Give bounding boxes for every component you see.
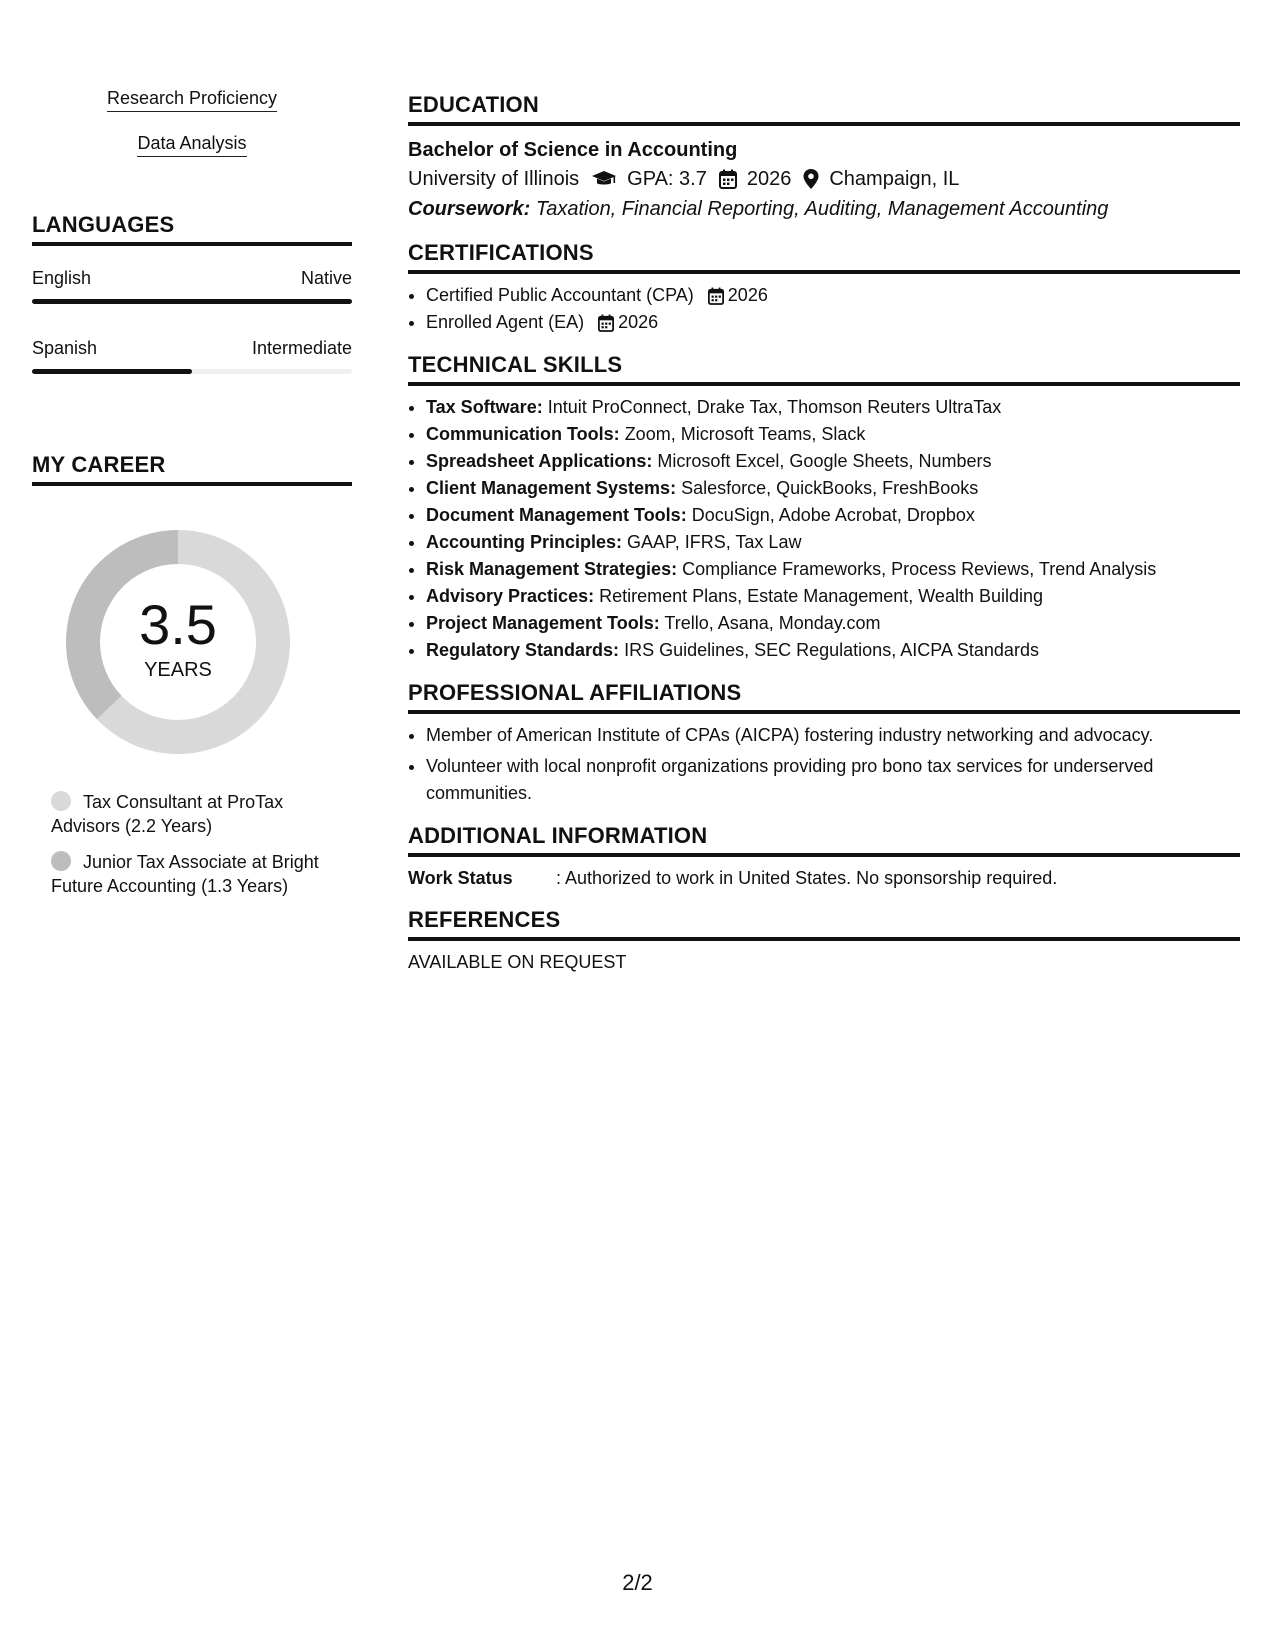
references-heading: REFERENCES	[408, 907, 1240, 941]
work-status-label: Work Status	[408, 868, 513, 888]
list-item: • Volunteer with local nonprofit organizations providing pro bono tax services for underserved communities.	[426, 753, 1240, 807]
certification-name: • Certified Public Accountant (CPA)	[426, 285, 694, 305]
technical-skills-section	[408, 352, 1240, 664]
skill-values: Retirement Plans, Estate Management, Wealth Building	[599, 586, 1044, 606]
career-legend-item	[51, 850, 321, 898]
skill-tag	[32, 88, 352, 112]
affiliations-heading: PROFESSIONAL AFFILIATIONS	[408, 680, 1240, 714]
additional-info-heading: ADDITIONAL INFORMATION	[408, 823, 1240, 857]
work-status-row	[408, 865, 1240, 891]
career-legend	[51, 790, 321, 910]
education-meta	[408, 164, 1240, 194]
list-item	[426, 583, 1240, 610]
language-level: Native	[300, 268, 352, 288]
skill-category: Tax Software:	[426, 397, 543, 417]
certifications-heading: CERTIFICATIONS	[408, 240, 1240, 274]
certification-year: 2026	[618, 312, 659, 332]
languages-heading: LANGUAGES	[32, 212, 352, 246]
skill-values: DocuSign, Adobe Acrobat, Dropbox	[691, 505, 975, 525]
list-item: • Member of American Institute of CPAs (AICPA) fostering industry networking and advocacy.	[426, 722, 1240, 749]
career-heading: MY CAREER	[32, 452, 352, 486]
skill-category: Project Management Tools:	[426, 613, 660, 633]
list-item	[426, 421, 1240, 448]
page-number: 2/2	[622, 1570, 653, 1595]
list-item	[426, 394, 1240, 421]
career-legend-item	[51, 790, 321, 838]
language-bar	[32, 369, 352, 374]
legend-dot-icon	[51, 851, 71, 871]
certification-name: • Enrolled Agent (EA)	[426, 312, 585, 332]
affiliations-list	[408, 722, 1240, 807]
coursework-list: Taxation, Financial Reporting, Auditing, Management Accounting	[535, 198, 1109, 220]
references-text: AVAILABLE ON REQUEST	[408, 952, 627, 972]
language-name: English	[32, 268, 92, 288]
career-total-years: 3.5	[139, 592, 217, 656]
skill-values: IRS Guidelines, SEC Regulations, AICPA Standards	[624, 640, 1039, 660]
skill-tag-label: Data Analysis	[137, 133, 246, 157]
career-item-text: Junior Tax Associate at Bright Future Accounting (1.3 Years)	[51, 852, 319, 896]
skill-category: Communication Tools:	[426, 424, 620, 444]
list-item	[426, 529, 1240, 556]
list-item	[426, 309, 1240, 336]
language-bar-fill	[32, 299, 352, 304]
skill-values: Microsoft Excel, Google Sheets, Numbers	[657, 451, 992, 471]
calendar-icon	[708, 287, 724, 305]
degree-title: Bachelor of Science in Accounting	[408, 139, 738, 161]
skill-category: Advisory Practices:	[426, 586, 595, 606]
skill-category: Spreadsheet Applications:	[426, 451, 653, 471]
school-name: University of Illinois	[408, 168, 580, 190]
location-pin-icon	[803, 169, 819, 189]
skill-values: Trello, Asana, Monday.com	[664, 613, 881, 633]
skill-tag-label: Research Proficiency	[107, 88, 277, 112]
right-column	[408, 92, 1240, 991]
skill-values: Zoom, Microsoft Teams, Slack	[624, 424, 866, 444]
list-item	[426, 502, 1240, 529]
education-section	[408, 92, 1240, 224]
school-location: Champaign, IL	[829, 168, 960, 190]
references-section	[408, 907, 1240, 975]
certifications-list	[408, 282, 1240, 336]
affiliations-section	[408, 680, 1240, 807]
skill-category: Client Management Systems:	[426, 478, 677, 498]
career-item-text: Tax Consultant at ProTax Advisors (2.2 Years)	[51, 792, 284, 836]
career-years-label: YEARS	[144, 658, 212, 681]
list-item	[426, 475, 1240, 502]
skill-category: Risk Management Strategies:	[426, 559, 678, 579]
language-level: Intermediate	[251, 338, 352, 358]
language-bar	[32, 299, 352, 304]
language-name: Spanish	[32, 338, 98, 358]
technical-skills-list	[408, 394, 1240, 664]
language-row	[32, 268, 352, 304]
skill-category: Regulatory Standards:	[426, 640, 620, 660]
language-row	[32, 338, 352, 374]
education-heading: EDUCATION	[408, 92, 1240, 126]
coursework-label: Coursework:	[408, 198, 531, 220]
list-item	[426, 448, 1240, 475]
list-item	[426, 556, 1240, 583]
technical-skills-heading: TECHNICAL SKILLS	[408, 352, 1240, 386]
list-item	[426, 610, 1240, 637]
certification-year: 2026	[727, 285, 768, 305]
skill-values: GAAP, IFRS, Tax Law	[627, 532, 802, 552]
skill-category: Document Management Tools:	[426, 505, 687, 525]
calendar-icon	[598, 314, 614, 332]
additional-info-section	[408, 823, 1240, 891]
list-item	[426, 637, 1240, 664]
graduation-year: 2026	[746, 168, 792, 190]
legend-dot-icon	[51, 791, 71, 811]
graduation-cap-icon	[591, 170, 617, 188]
skill-category: Accounting Principles:	[426, 532, 623, 552]
certifications-section	[408, 240, 1240, 336]
calendar-icon	[719, 169, 737, 189]
coursework	[408, 194, 1240, 224]
gpa: GPA: 3.7	[627, 168, 707, 190]
work-status-value: : Authorized to work in United States. No sponsorship required.	[556, 868, 1058, 888]
list-item	[426, 282, 1240, 309]
skill-tag	[32, 133, 352, 157]
skill-values: Intuit ProConnect, Drake Tax, Thomson Reuters UltraTax	[547, 397, 1002, 417]
career-donut-chart	[66, 530, 290, 754]
skill-values: Salesforce, QuickBooks, FreshBooks	[681, 478, 979, 498]
skill-values: Compliance Frameworks, Process Reviews, Trend Analysis	[682, 559, 1157, 579]
language-bar-fill	[32, 369, 192, 374]
